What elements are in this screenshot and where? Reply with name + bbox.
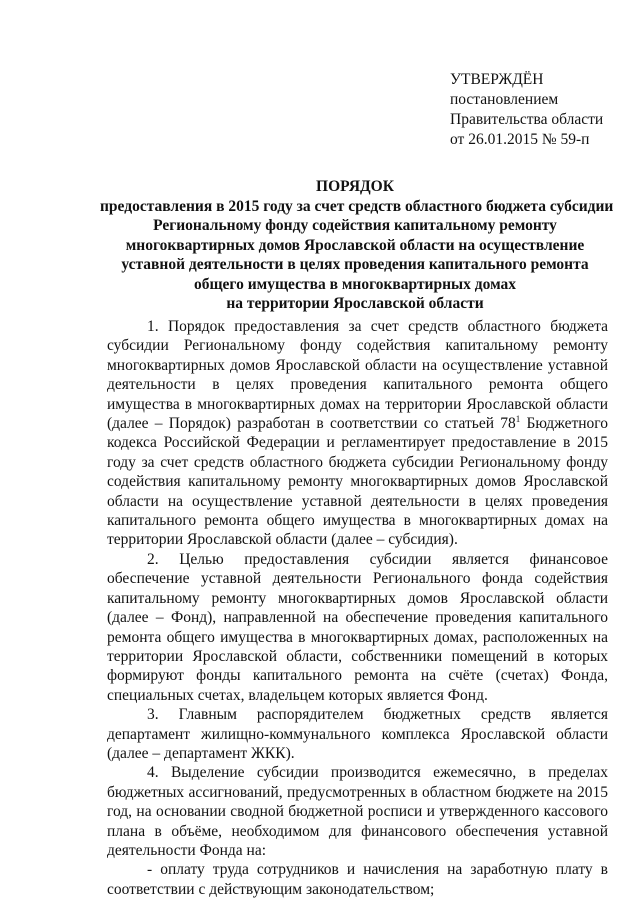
title-line: общего имущества в многоквартирных домах — [193, 275, 517, 293]
title-line: Региональному фонду содействия капитальному ремонту — [153, 217, 557, 234]
paragraph-4: 4. Выделение субсидии производится ежемесячно, в пределах бюджетных ассигнований, предусмотренных в областном бюджете на 2015 год, на основании сводной бюджетной росписи и утвержденного кассового плана в объёме, необходимом для финансового обеспечения уставной деятельности Фонда на: — [107, 764, 608, 859]
article-superscript: 1 — [515, 413, 521, 424]
paragraph-1-text-cont: Бюджетного кодекса Российской Федерации и регламентирует предоставление в 2015 году за счет средств областного бюджета субсидии Региональному фонду содействия капитальному ремонту многоквартирных домов Ярославской области на осуществление уставной деятельности в целях проведения капитального ремонта общего имущества в многоквартирных домах на территории Ярославской области (далее – субсидия). — [107, 415, 608, 549]
approval-line: Правительства области — [450, 111, 604, 128]
paragraph-1-text: 1. Порядок предоставления за счет средств областного бюджета субсидии Региональному фонду содействия капитальному ремонту многоквартирных домов Ярославской области на осуществление уставной деятельности в целях проведения капитального ремонта общего имущества в многоквартирных домах на территории Ярославской области (далее – Порядок) разработан в соответствии со статьей 78 — [107, 318, 608, 433]
approval-date: от 26.01.2015 № 59-п — [450, 131, 590, 148]
document-title — [100, 177, 614, 314]
title-line: многоквартирных домов Ярославской области на осуществление — [125, 236, 585, 254]
approval-heading: УТВЕРЖДЁН — [450, 71, 544, 88]
title-main: ПОРЯДОК — [316, 178, 394, 195]
title-line: на территории Ярославской области — [226, 295, 484, 312]
document-body — [107, 317, 608, 899]
title-line: предоставления в 2015 году за счет средств областного бюджета субсидии — [100, 197, 614, 215]
paragraph-1 — [107, 317, 608, 550]
title-line: уставной деятельности в целях проведения капитального ремонта — [121, 256, 589, 273]
paragraph-2: 2. Целью предоставления субсидии является финансовое обеспечение уставной деятельности Регионального фонда содействия капитальному ремонту многоквартирных домов Ярославской области (далее – Фонд), направленной на обеспечение проведения капитального ремонта общего имущества в многоквартирных домах, расположенных на территории Ярославской области, собственники помещений в которых формируют фонды капитального ремонта на счёте (счетах) Фонда, специальных счетах, владельцем которых является Фонд. — [107, 550, 608, 704]
paragraph-3: 3. Главным распорядителем бюджетных средств является департамент жилищно-коммунального комплекса Ярославской области (далее – департамент ЖКК). — [107, 706, 608, 762]
list-item-payroll: - оплату труда сотрудников и начисления на заработную плату в соответствии с действующим законодательством; — [107, 861, 608, 898]
approval-line: постановлением — [450, 91, 559, 108]
approval-stamp — [450, 70, 603, 150]
